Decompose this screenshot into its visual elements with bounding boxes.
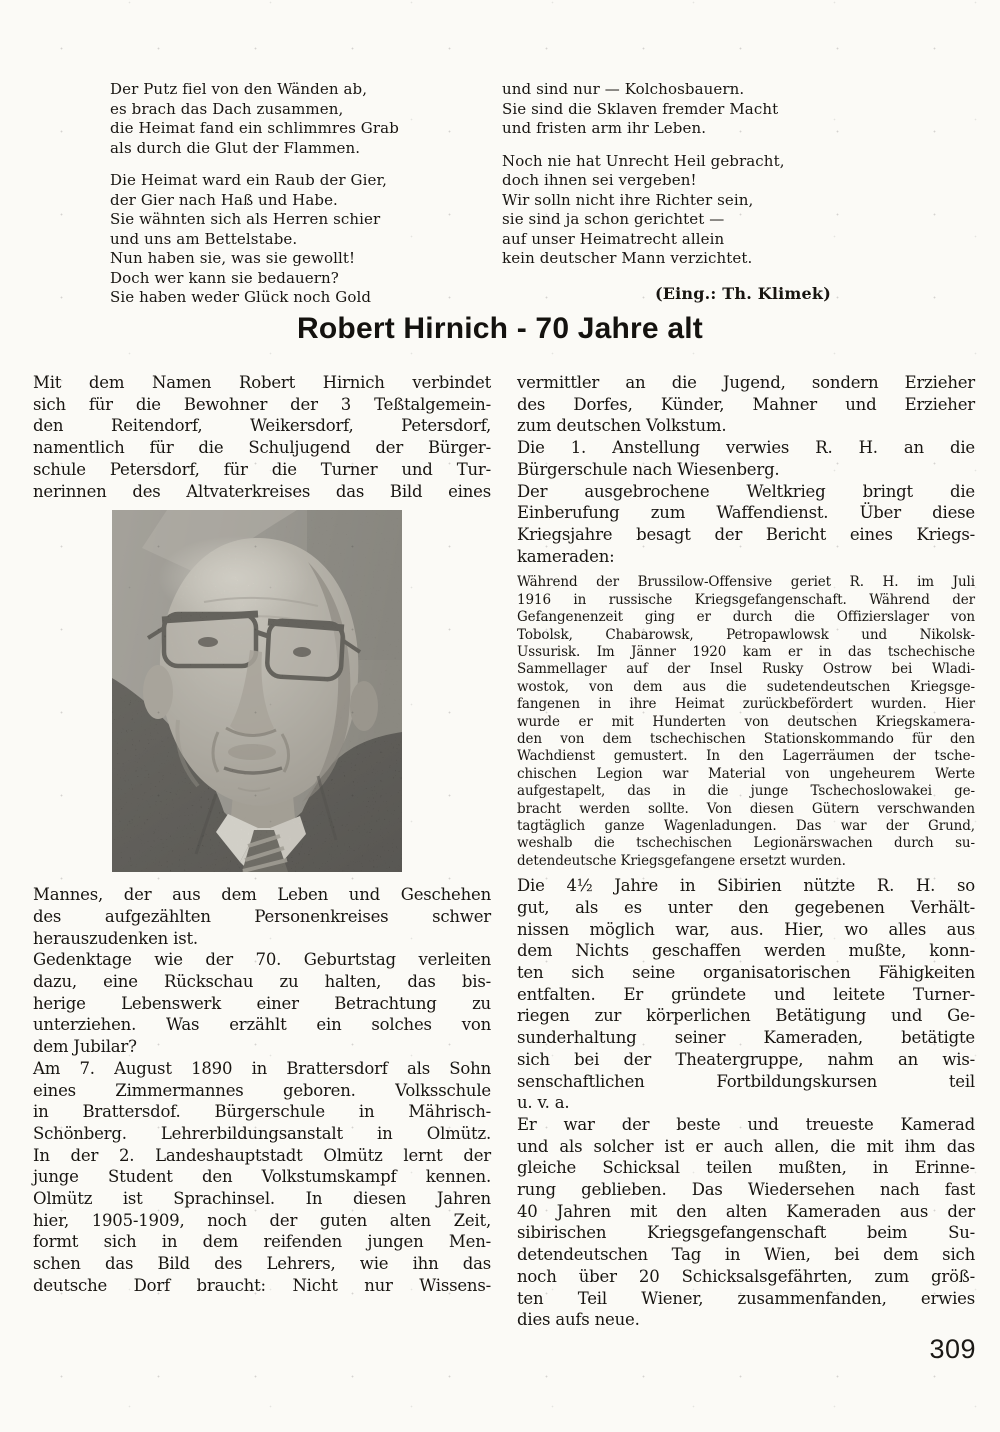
poem-stanza-2: Die Heimat ward ein Raub der Gier, der Gier nach Haß und Habe. Sie wähnten sich als Herren schier und uns am Bettelstabe. Nun haben sie, was sie gewollt! Doch wer kann sie bedauern? Sie haben weder Glück noch Gold <box>110 171 387 306</box>
article-title: Robert Hirnich - 70 Jahre alt <box>297 312 703 345</box>
article-paragraph: Der ausgebrochene Weltkrieg bringt die Einberufung zum Waffendienst. Über diese Kriegsjahre besagt der Bericht eines Kriegs- kameraden: <box>517 481 975 566</box>
poem-column-left <box>110 80 455 308</box>
article-paragraph: Mannes, der aus dem Leben und Geschehen des aufgezählten Personenkreises schwer herauszudenken ist. <box>33 885 491 948</box>
article-paragraph: Die 1. Anstellung verwies R. H. an die Bürgerschule nach Wiesenberg. <box>517 438 975 479</box>
article-paragraph: Am 7. August 1890 in Brattersdorf als Sohn eines Zimmermannes geboren. Volksschule in Brattersdof. Bürgerschule in Mährisch- Schönberg. Lehrerbildungsanstalt in Olmütz. In der 2. Landeshauptstadt Olmütz lernt der junge Student den Volkstumskampf kennen. Olmütz ist Sprachinsel. In diesen Jahren hier, 1905-1909, noch der guten alten Zeit, formt sich in dem reifenden jungen Men- schen das Bild des Lehrers, wie ihn das deutsche Dorf braucht: Nicht nur Wissens- <box>33 1058 491 1295</box>
article-paragraph: Die 4½ Jahre in Sibirien nützte R. H. so gut, als es unter den gegebenen Verhält- nissen möglich war, aus. Hier, wo alles aus dem Nichts geschaffen werden mußte, konn- ten sich seine organisatorischen Fähigkeiten entfalten. Er gründete und leitete Turner- riegen zur körperlichen Betätigung und Ge- sunderhaltung seiner Kameraden, betätigte sich bei der Theatergruppe, nahm an wis- senschaftlichen Fortbildungskursen teil u. v. a. <box>517 876 975 1113</box>
article-paragraph: vermittler an die Jugend, sondern Erzieher des Dorfes, Künder, Mahner und Erzieher zum deutschen Volkstum. <box>517 373 975 436</box>
article-column-right <box>517 372 975 1331</box>
poem-stanza-3: und sind nur — Kolchosbauern. Sie sind die Sklaven fremder Macht und fristen arm ihr Leben. <box>502 80 779 137</box>
article-paragraph: Mit dem Namen Robert Hirnich verbindet sich für die Bewohner der 3 Teßtalgemein- den Reitendorf, Weikersdorf, Petersdorf, namentlich für die Schuljugend der Bürger- schule Petersdorf, für die Turner und Tur- nerinnen des Altvaterkreises das Bild eines <box>33 373 491 501</box>
poem-attribution: (Eing.: Th. Klimek) <box>654 283 831 303</box>
poem-column-right <box>502 80 837 303</box>
poem-stanza-4: Noch nie hat Unrecht Heil gebracht, doch ihnen sei vergeben! Wir solln nicht ihre Richter sein, sie sind ja schon gerichtet — auf unser Heimatrecht allein kein deutscher Mann verzichtet. <box>502 151 785 267</box>
portrait-photo <box>112 510 402 872</box>
war-report-excerpt: Während der Brussilow-Offensive geriet R. H. im Juli 1916 in russische Kriegsgefangenschaft. Während der Gefangenenzeit ging er durch die Offizierslager von Tobolsk, Chabarowsk, Petropawlowsk und Nikolsk- Ussurisk. Im Jänner 1920 kam er in das tschechische Sammellager auf der Insel Rusky Ostrow bei Wladi- wostok, von dem aus die sudetendeutschen Kriegsge- fangenen in ihre Heimat zurückbefördert wurden. Hier wurde er mit Hunderten von deutschen Kriegskamera- den von dem tschechischen Stationskommando für den Wachdienst gemustert. In den Lagerräumen der tsche- chischen Legion war Material von ungeheurem Werte aufgestapelt, das in die junge Tschechoslowakei ge- bracht werden sollte. Von diesen Gütern verschwanden tagtäglich ganze Wagenladungen. Das war der Grund, weshalb die tschechischen Legionärswachen durch su- detendeutsche Kriegsgefangene ersetzt wurden. <box>517 574 975 869</box>
article-paragraph: Er war der beste und treueste Kamerad und als solcher ist er auch allen, die mit ihm das gleiche Schicksal teilen mußten, in Erinne- rung geblieben. Das Wiedersehen nach fast 40 Jahren mit den alten Kameraden aus der sibirischen Kriegsgefangenschaft beim Su- detendeutschen Tag in Wien, bei dem sich noch über 20 Schicksalsgefährten, zum größ- ten Teil Wiener, zusammenfanden, erwies dies aufs neue. <box>517 1114 975 1330</box>
article-column-left <box>33 372 491 1297</box>
poem-stanza-1: Der Putz fiel von den Wänden ab, es brach das Dach zusammen, die Heimat fand ein schlimmres Grab als durch die Glut der Flammen. <box>110 80 399 157</box>
article-paragraph: Gedenktage wie der 70. Geburtstag verleiten dazu, eine Rückschau zu halten, das bis- herige Lebenswerk einer Betrachtung zu unterziehen. Was erzählt ein solches von dem Jubilar? <box>33 950 491 1057</box>
page-number: 309 <box>929 1334 976 1364</box>
